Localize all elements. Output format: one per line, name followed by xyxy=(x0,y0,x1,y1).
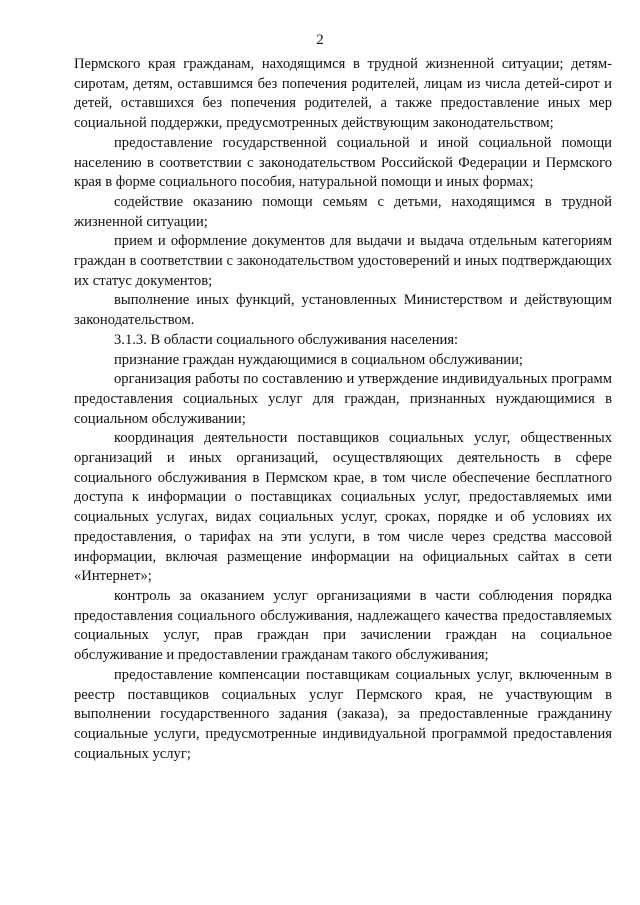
paragraph-quality-control: контроль за оказанием услуг организациями в части соблюдения порядка предоставления социального обслуживания, надлежащего качества предоставляемых социальных услуг, прав граждан при зачислении граждан на социальное обслуживание и предоставлении гражданам такого обслуживания; xyxy=(74,587,612,664)
paragraph-individual-programs: организация работы по составлению и утверждение индивидуальных программ предоставления социальных услуг для граждан, признанных нуждающимися в социальном обслуживании; xyxy=(74,371,612,427)
document-body xyxy=(74,55,612,764)
paragraph-compensation: предоставление компенсации поставщикам социальных услуг, включенным в реестр поставщиков социальных услуг Пермского края, не участвующим в выполнении государственного задания (заказа), за предоставленные гражданину социальные услуги, предусмотренные индивидуальной программой предоставления социальных услуг; xyxy=(74,666,612,762)
paragraph-coordination: координация деятельности поставщиков социальных услуг, общественных организаций и иных организаций, осуществляющих деятельность в сфере социального обслуживания в Пермском крае, в том числе обеспечение бесплатного доступа к информации о поставщиках социальных услуг, предоставляемых ими социальных услугах, видах социальных услуг, сроках, порядке и об условиях их предоставления, о тарифах на эти услуги, в том числе через средства массовой информации, включая размещение информации на официальных сайтах в сети «Интернет»; xyxy=(74,430,612,585)
paragraph-state-assistance: предоставление государственной социальной и иной социальной помощи населению в соответствии с законодательством Российской Федерации и Пермского края в форме социального пособия, натуральной помощи и иных формах; xyxy=(74,134,612,191)
paragraph-recognition-needy: признание граждан нуждающимися в социальном обслуживании; xyxy=(114,351,523,368)
paragraph-social-support: Пермского края гражданам, находящимся в трудной жизненной ситуации; детям-сиротам, детям, оставшимся без попечения родителей, лицам из числа детей-сирот и детей, оставшихся без попечения родителей, а также предоставление иных мер социальной поддержки, предусмотренных действующим законодательством; xyxy=(74,56,612,132)
section-heading-3-1-3: 3.1.3. В области социального обслуживания населения: xyxy=(114,331,459,348)
paragraph-documents-issuance: прием и оформление документов для выдачи и выдача отдельным категориям граждан в соответствии с законодательством удостоверений и иных подтверждающих их статус документов; xyxy=(74,233,612,289)
page-number: 2 xyxy=(316,32,324,48)
paragraph-family-assistance: содействие оказанию помощи семьям с детьми, находящимся в трудной жизненной ситуации; xyxy=(74,193,612,230)
paragraph-other-functions: выполнение иных функций, установленных Министерством и действующим законодательством. xyxy=(74,292,612,329)
